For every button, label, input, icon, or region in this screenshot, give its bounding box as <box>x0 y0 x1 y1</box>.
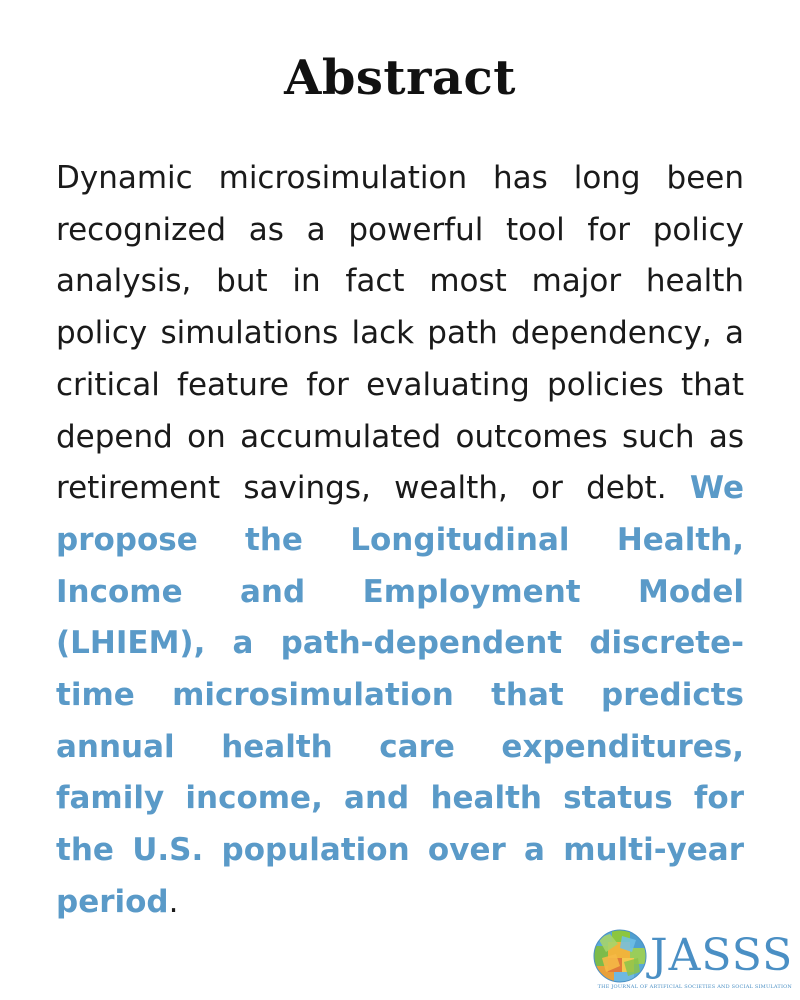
jasss-logo <box>592 928 792 992</box>
abstract-body <box>56 153 744 929</box>
abstract-title: Abstract <box>284 50 516 106</box>
logo-subtitle: THE JOURNAL OF ARTIFICIAL SOCIETIES AND SOCIAL SIMULATION <box>597 984 792 990</box>
abstract-end-period: . <box>168 883 179 920</box>
abstract-highlight-text: We propose the Longitudinal Health, Income and Employment Model (LHIEM), a path-dependent discrete-time microsimulation that predicts annual health care expenditures, family income, and health status for the U.S. population over a multi-year period <box>56 470 744 920</box>
logo-wordmark: JASSS <box>650 930 794 981</box>
abstract-plain-text: Dynamic microsimulation has long been recognized as a powerful tool for policy analysis, but in fact most major health policy simulations lack path dependency, a critical feature for evaluating policies that depend on accumulated outcomes such as retirement savings, wealth, or debt. <box>56 160 744 507</box>
globe-mosaic-icon <box>592 928 648 984</box>
